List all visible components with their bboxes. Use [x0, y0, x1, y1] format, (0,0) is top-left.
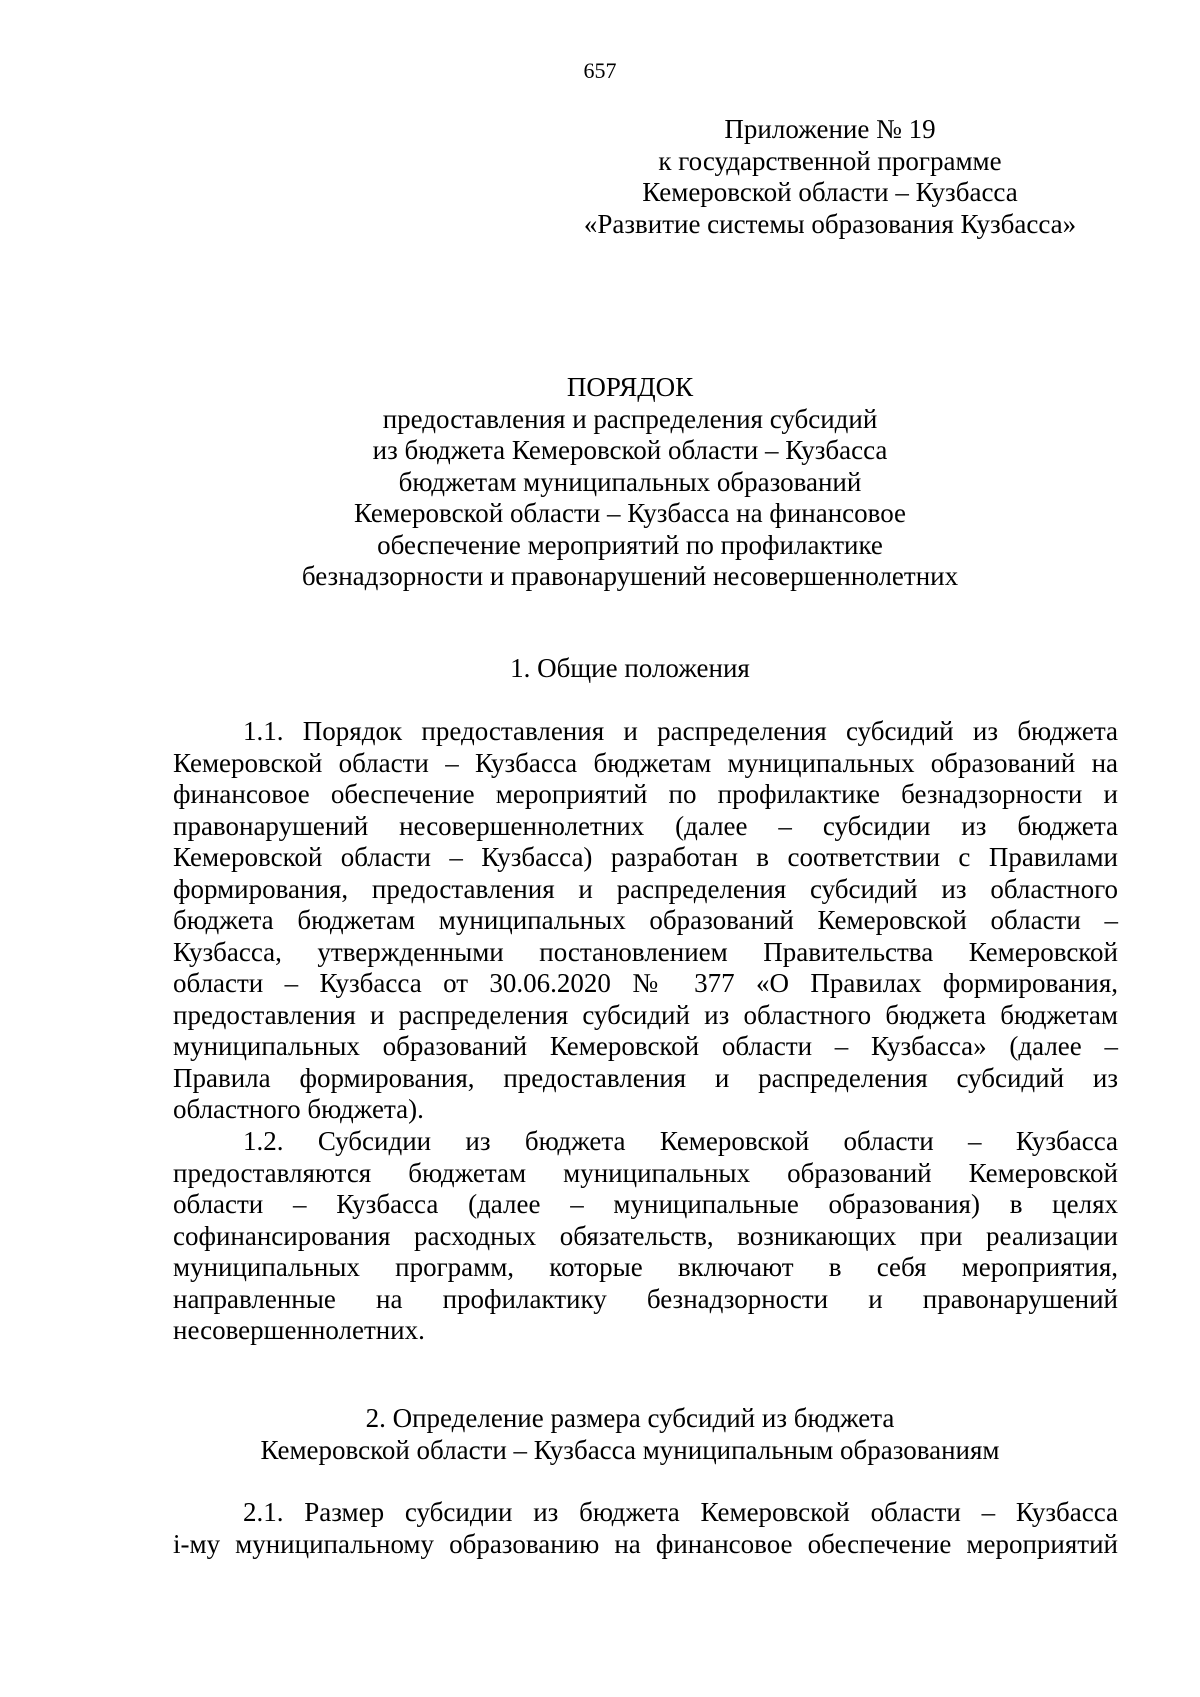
document-title — [150, 372, 1110, 593]
paragraph-line: направленные на профилактику безнадзорности и правонарушений — [173, 1283, 1118, 1314]
section-2-heading-line: Кемеровской области – Кузбасса муниципальным образованиям — [260, 1434, 1000, 1465]
paragraph-line: муниципальных образований Кемеровской области – Кузбасса» (далее – — [173, 1031, 1118, 1061]
paragraph-line: областного бюджета). — [173, 1094, 424, 1124]
annex-header — [560, 114, 1100, 240]
title-line: обеспечение мероприятий по профилактике — [377, 529, 883, 560]
annex-line: к государственной программе — [658, 145, 1002, 176]
section-2-heading — [150, 1403, 1110, 1466]
paragraph-line: Правила формирования, предоставления и распределения субсидий из — [173, 1062, 1118, 1093]
title-line: предоставления и распределения субсидий — [382, 403, 878, 434]
paragraph-line: правонарушений несовершеннолетних (далее – субсидии из бюджета — [173, 810, 1118, 841]
title-heading: ПОРЯДОК — [566, 372, 694, 402]
paragraph-line: 1.2. Субсидии из бюджета Кемеровской области – Кузбасса — [243, 1126, 1118, 1156]
paragraph-line: формирования, предоставления и распределения субсидий из областного — [173, 873, 1118, 904]
paragraph-line: предоставляются бюджетам муниципальных образований Кемеровской — [173, 1157, 1118, 1188]
annex-line: «Развитие системы образования Кузбасса» — [583, 208, 1077, 239]
paragraph-1-2 — [173, 1126, 1118, 1347]
annex-line: Приложение № 19 — [724, 114, 936, 144]
paragraph-line: i-му муниципальному образованию на финансовое обеспечение мероприятий — [173, 1528, 1118, 1559]
title-line: Кемеровской области – Кузбасса на финансовое — [353, 498, 907, 528]
title-line: из бюджета Кемеровской области – Кузбасса — [372, 435, 888, 465]
title-line: бюджетам муниципальных образований — [398, 466, 862, 497]
paragraph-2-1 — [173, 1497, 1118, 1560]
section-1-heading-text: 1. Общие положения — [510, 653, 750, 683]
paragraph-line: области – Кузбасса (далее – муниципальные образования) в целях — [173, 1189, 1118, 1219]
title-line: безнадзорности и правонарушений несовершеннолетних — [301, 561, 959, 591]
paragraph-line: финансовое обеспечение мероприятий по профилактике безнадзорности и — [173, 779, 1118, 809]
paragraph-line: Кузбасса, утвержденными постановлением Правительства Кемеровской — [173, 936, 1118, 967]
paragraph-line: области – Кузбасса от 30.06.2020 № 377 «О Правилах формирования, — [173, 968, 1118, 998]
paragraph-line: бюджета бюджетам муниципальных образований Кемеровской области – — [173, 905, 1118, 935]
paragraph-line: Кемеровской области – Кузбасса бюджетам муниципальных образований на — [173, 747, 1118, 778]
paragraph-line: 2.1. Размер субсидии из бюджета Кемеровской области – Кузбасса — [243, 1497, 1118, 1527]
paragraph-line: несовершеннолетних. — [173, 1315, 425, 1345]
paragraph-line: софинансирования расходных обязательств, возникающих при реализации — [173, 1220, 1118, 1251]
section-1-heading — [150, 653, 1110, 685]
paragraph-line: муниципальных программ, которые включают в себя мероприятия, — [173, 1252, 1118, 1282]
paragraph-line: 1.1. Порядок предоставления и распределения субсидий из бюджета — [243, 716, 1118, 746]
paragraph-1-1 — [173, 716, 1118, 1126]
section-2-heading-line: 2. Определение размера субсидий из бюджета — [365, 1403, 895, 1433]
paragraph-line: предоставления и распределения субсидий из областного бюджета бюджетам — [173, 999, 1118, 1030]
page-number: 657 — [583, 58, 617, 83]
annex-line: Кемеровской области – Кузбасса — [642, 177, 1018, 207]
paragraph-line: Кемеровской области – Кузбасса) разработан в соответствии с Правилами — [173, 842, 1118, 872]
